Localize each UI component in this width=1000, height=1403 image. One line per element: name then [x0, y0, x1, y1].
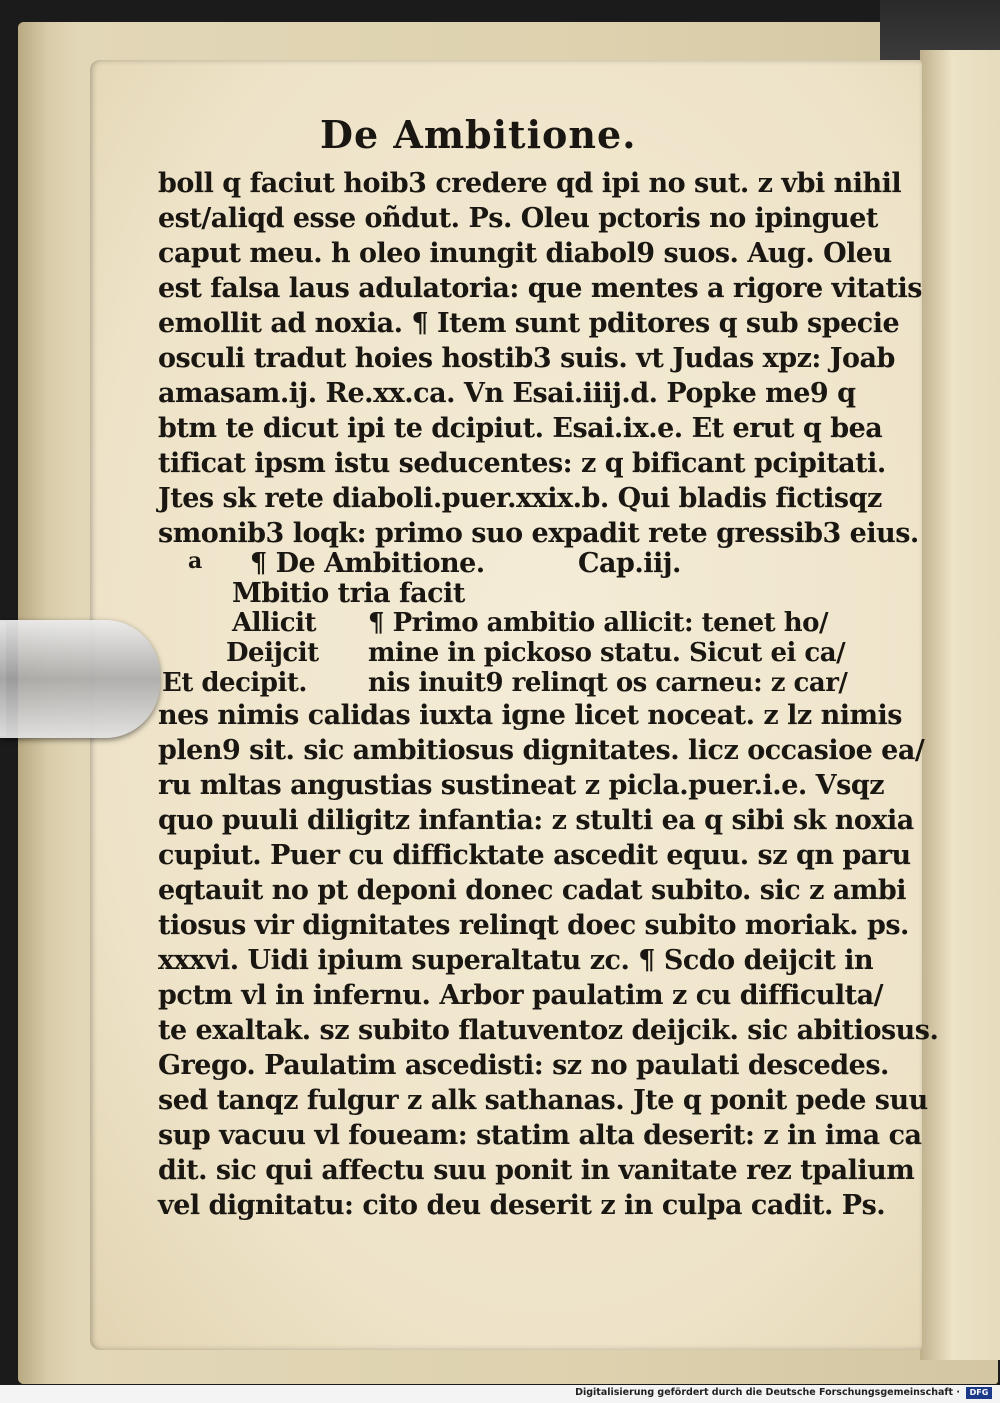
initial-letter: a — [188, 548, 202, 574]
text-line: emollit ad noxia. ¶ Item sunt pditores q sub specie — [158, 308, 900, 339]
text-line: Grego. Paulatim ascedisti: sz no paulati descedes. — [158, 1050, 889, 1081]
text-line: xxxvi. Uidi ipium superaltatu zc. ¶ Scdo deijcit in — [158, 945, 874, 976]
text-line: amasam.ij. Re.xx.ca. Vn Esai.iiij.d. Popke me9 q — [158, 378, 856, 409]
summary-item: Deijcit — [226, 638, 319, 668]
text-line: cupiut. Puer cu difficktate ascedit equu. sz qn paru — [158, 840, 911, 871]
text-line: boll q faciut hoib3 credere qd ipi no sut. z vbi nihil — [158, 168, 902, 199]
text-line: pctm vl in infernu. Arbor paulatim z cu difficulta/ — [158, 980, 883, 1011]
text-line: mine in pickoso statu. Sicut ei ca/ — [368, 638, 846, 668]
text-line: Jtes sk rete diaboli.puer.xxix.b. Qui bladis fictisqz — [158, 483, 882, 514]
text-line: nis inuit9 relinqt os carneu: z car/ — [368, 668, 848, 698]
text-line: est falsa laus adulatoria: que mentes a rigore vitatis — [158, 273, 922, 304]
chapter-number: Cap.iij. — [578, 548, 681, 579]
text-line: vel dignitatu: cito deu deserit z in culpa cadit. Ps. — [158, 1190, 886, 1221]
summary-line: Mbitio tria facit — [232, 578, 465, 609]
text-line: osculi tradut hoies hostib3 suis. vt Judas xpz: Joab — [158, 343, 895, 374]
running-head: De Ambitione. — [320, 112, 637, 157]
summary-item: Allicit — [232, 608, 317, 638]
text-line: sed tanqz fulgur z alk sathanas. Jte q ponit pede suu — [158, 1085, 928, 1116]
summary-item: Et decipit. — [162, 668, 307, 698]
text-line: tificat ipsm istu seducentes: z q bificant pcipitati. — [158, 448, 886, 479]
text-line: btm te dicut ipi te dcipiut. Esai.ix.e. Et erut q bea — [158, 413, 883, 444]
text-line: quo puuli diligitz infantia: z stulti ea q sibi sk noxia — [158, 805, 914, 836]
footer-credit: Digitalisierung gefördert durch die Deutsche Forschungsgemeinschaft · — [575, 1387, 960, 1398]
text-line: caput meu. h oleo inungit diabol9 suos. Aug. Oleu — [158, 238, 892, 269]
text-line: smonib3 loqk: primo suo expadit rete gressib3 eius. — [158, 518, 919, 549]
chapter-heading: ¶ De Ambitione. — [250, 548, 485, 579]
dfg-logo: DFG — [966, 1387, 992, 1399]
text-line: te exaltak. sz subito flatuventoz deijcik. sic abitiosus. — [158, 1015, 939, 1046]
facing-page-edge — [920, 50, 1000, 1360]
text-line: eqtauit no pt deponi donec cadat subito. sic z ambi — [158, 875, 907, 906]
text-line: est/aliqd esse oñdut. Ps. Oleu pctoris no ipinguet — [158, 203, 878, 234]
text-line: sup vacuu vl foueam: statim alta deserit: z in ima ca — [158, 1120, 922, 1151]
text-line: plen9 sit. sic ambitiosus dignitates. licz occasioe ea/ — [158, 735, 925, 766]
text-line: nes nimis calidas iuxta igne licet noceat. z lz nimis — [158, 700, 903, 731]
text-line: ru mltas angustias sustineat z picla.puer.i.e. Vsqz — [158, 770, 885, 801]
page-holder-clip — [0, 620, 160, 738]
text-line: tiosus vir dignitates relinqt doec subito moriak. ps. — [158, 910, 909, 941]
text-line: dit. sic qui affectu suu ponit in vanitate rez tpalium — [158, 1155, 915, 1186]
text-line: ¶ Primo ambitio allicit: tenet ho/ — [368, 608, 828, 638]
